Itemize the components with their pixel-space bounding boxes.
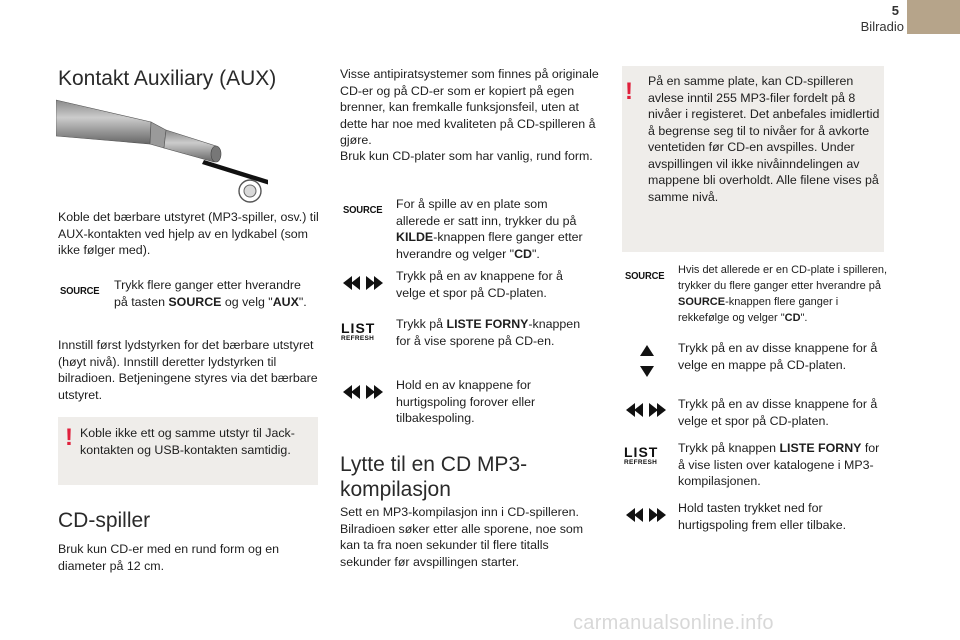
cd-text: Bruk kun CD-er med en rund form og en diameter på 12 cm. (58, 542, 280, 573)
antipiracy-text: Visse antipiratsystemer som finnes på originale CD-er og på CD-er som er kopiert på egen brenner, kan fremkalle funksjonsfeil, uten at dette har noe med kvaliteten på CD-spilleren å gjøre. (340, 67, 599, 147)
aux-step: Trykk flere ganger etter hverandre på tasten SOURCE og velg "AUX". (114, 278, 307, 309)
list-refresh-icon: LIST REFRESH (341, 320, 376, 342)
mp3-text: Sett en MP3-kompilasjon inn i CD-spilleren. Bilradioen søker etter alle sporene, noe som kan ta fra noen sekunder til flere titalls sekunder før avspillingen starter. (340, 505, 584, 569)
section-tab (907, 0, 960, 34)
mp3-info-text: På en samme plate, kan CD-spilleren avlese inntil 255 MP3-filer fordelt på 8 nivåer i registeret. Det anbefales imidlertid å begrense seg til to nivåer for å avkorte ventetiden før CD-en avspilles. Under avspillingen vil ikke nivåinndelingen av mappene bli overholdt. Alle filene vises på samme nivå. (648, 74, 880, 204)
aux-title: Kontakt Auxiliary (AUX) (58, 67, 277, 90)
warning-icon: ! (65, 424, 73, 451)
seek-buttons-icon (624, 403, 668, 417)
hold-seek-text: Hold en av knappene for hurtigspoling forover eller tilbakespoling. (396, 378, 536, 425)
seek-buttons-icon (341, 276, 385, 290)
track-select-text: Trykk på en av knappene for å velge et spor på CD-platen. (396, 269, 563, 300)
jack-plug-illustration (56, 96, 268, 208)
cd-title: CD-spiller (58, 509, 151, 532)
mp3-hold-text: Hold tasten trykket ned for hurtigspoling frem eller tilbake. (678, 501, 847, 532)
round-cd-text: Bruk kun CD-plater som har vanlig, rund form. (340, 149, 593, 163)
source-button-icon: SOURCE (60, 285, 100, 297)
mp3-info-box (622, 66, 884, 252)
mp3-title: Lytte til en CD MP3-kompilasjon (340, 453, 528, 501)
aux-volume-text: Innstill først lydstyrken for det bærbare utstyret (høyt nivå). Innstill deretter lydstyrken til bilradioen. Betjeningene styres via det bærbare utstyret. (58, 338, 318, 402)
section-title: Bilradio (860, 19, 904, 34)
aux-warning-box (58, 417, 318, 485)
page-number: 5 (891, 3, 899, 18)
mp3-track-text: Trykk på en av disse knappene for å velge et spor på CD-platen. (678, 397, 878, 428)
warning-icon: ! (625, 78, 633, 105)
mp3-list-step: Trykk på knappen LISTE FORNY for å vise listen over katalogene i MP3-kompilasjonen. (678, 441, 880, 488)
aux-intro: Koble det bærbare utstyret (MP3-spiller, osv.) til AUX-kontakten ved hjelp av en lydkabel (som ikke følger med). (58, 210, 319, 257)
source-cd-step: Hvis det allerede er en CD-plate i spilleren, trykker du flere ganger etter hverandre på SOURCE-knappen flere ganger i rekkefølge og velger "CD". (678, 264, 888, 324)
aux-warning-text: Koble ikke ett og samme utstyr til Jack-kontakten og USB-kontakten samtidig. (80, 426, 295, 457)
watermark: carmanualsonline.info (573, 612, 774, 634)
folder-select-text: Trykk på en av disse knappene for å velge en mappe på CD-platen. (678, 341, 878, 372)
list-refresh-step: Trykk på LISTE FORNY-knappen for å vise sporene på CD-en. (396, 317, 581, 348)
fast-seek-buttons-icon (341, 385, 385, 399)
folder-up-down-icon (640, 345, 654, 377)
list-refresh-icon: LIST REFRESH (624, 444, 659, 466)
fast-seek-buttons-icon (624, 508, 668, 522)
source-button-icon: SOURCE (625, 270, 665, 282)
play-cd-step: For å spille av en plate som allerede er satt inn, trykker du på KILDE-knappen flere ganger etter hverandre og velger "CD". (396, 197, 583, 261)
source-button-icon: SOURCE (343, 204, 383, 216)
